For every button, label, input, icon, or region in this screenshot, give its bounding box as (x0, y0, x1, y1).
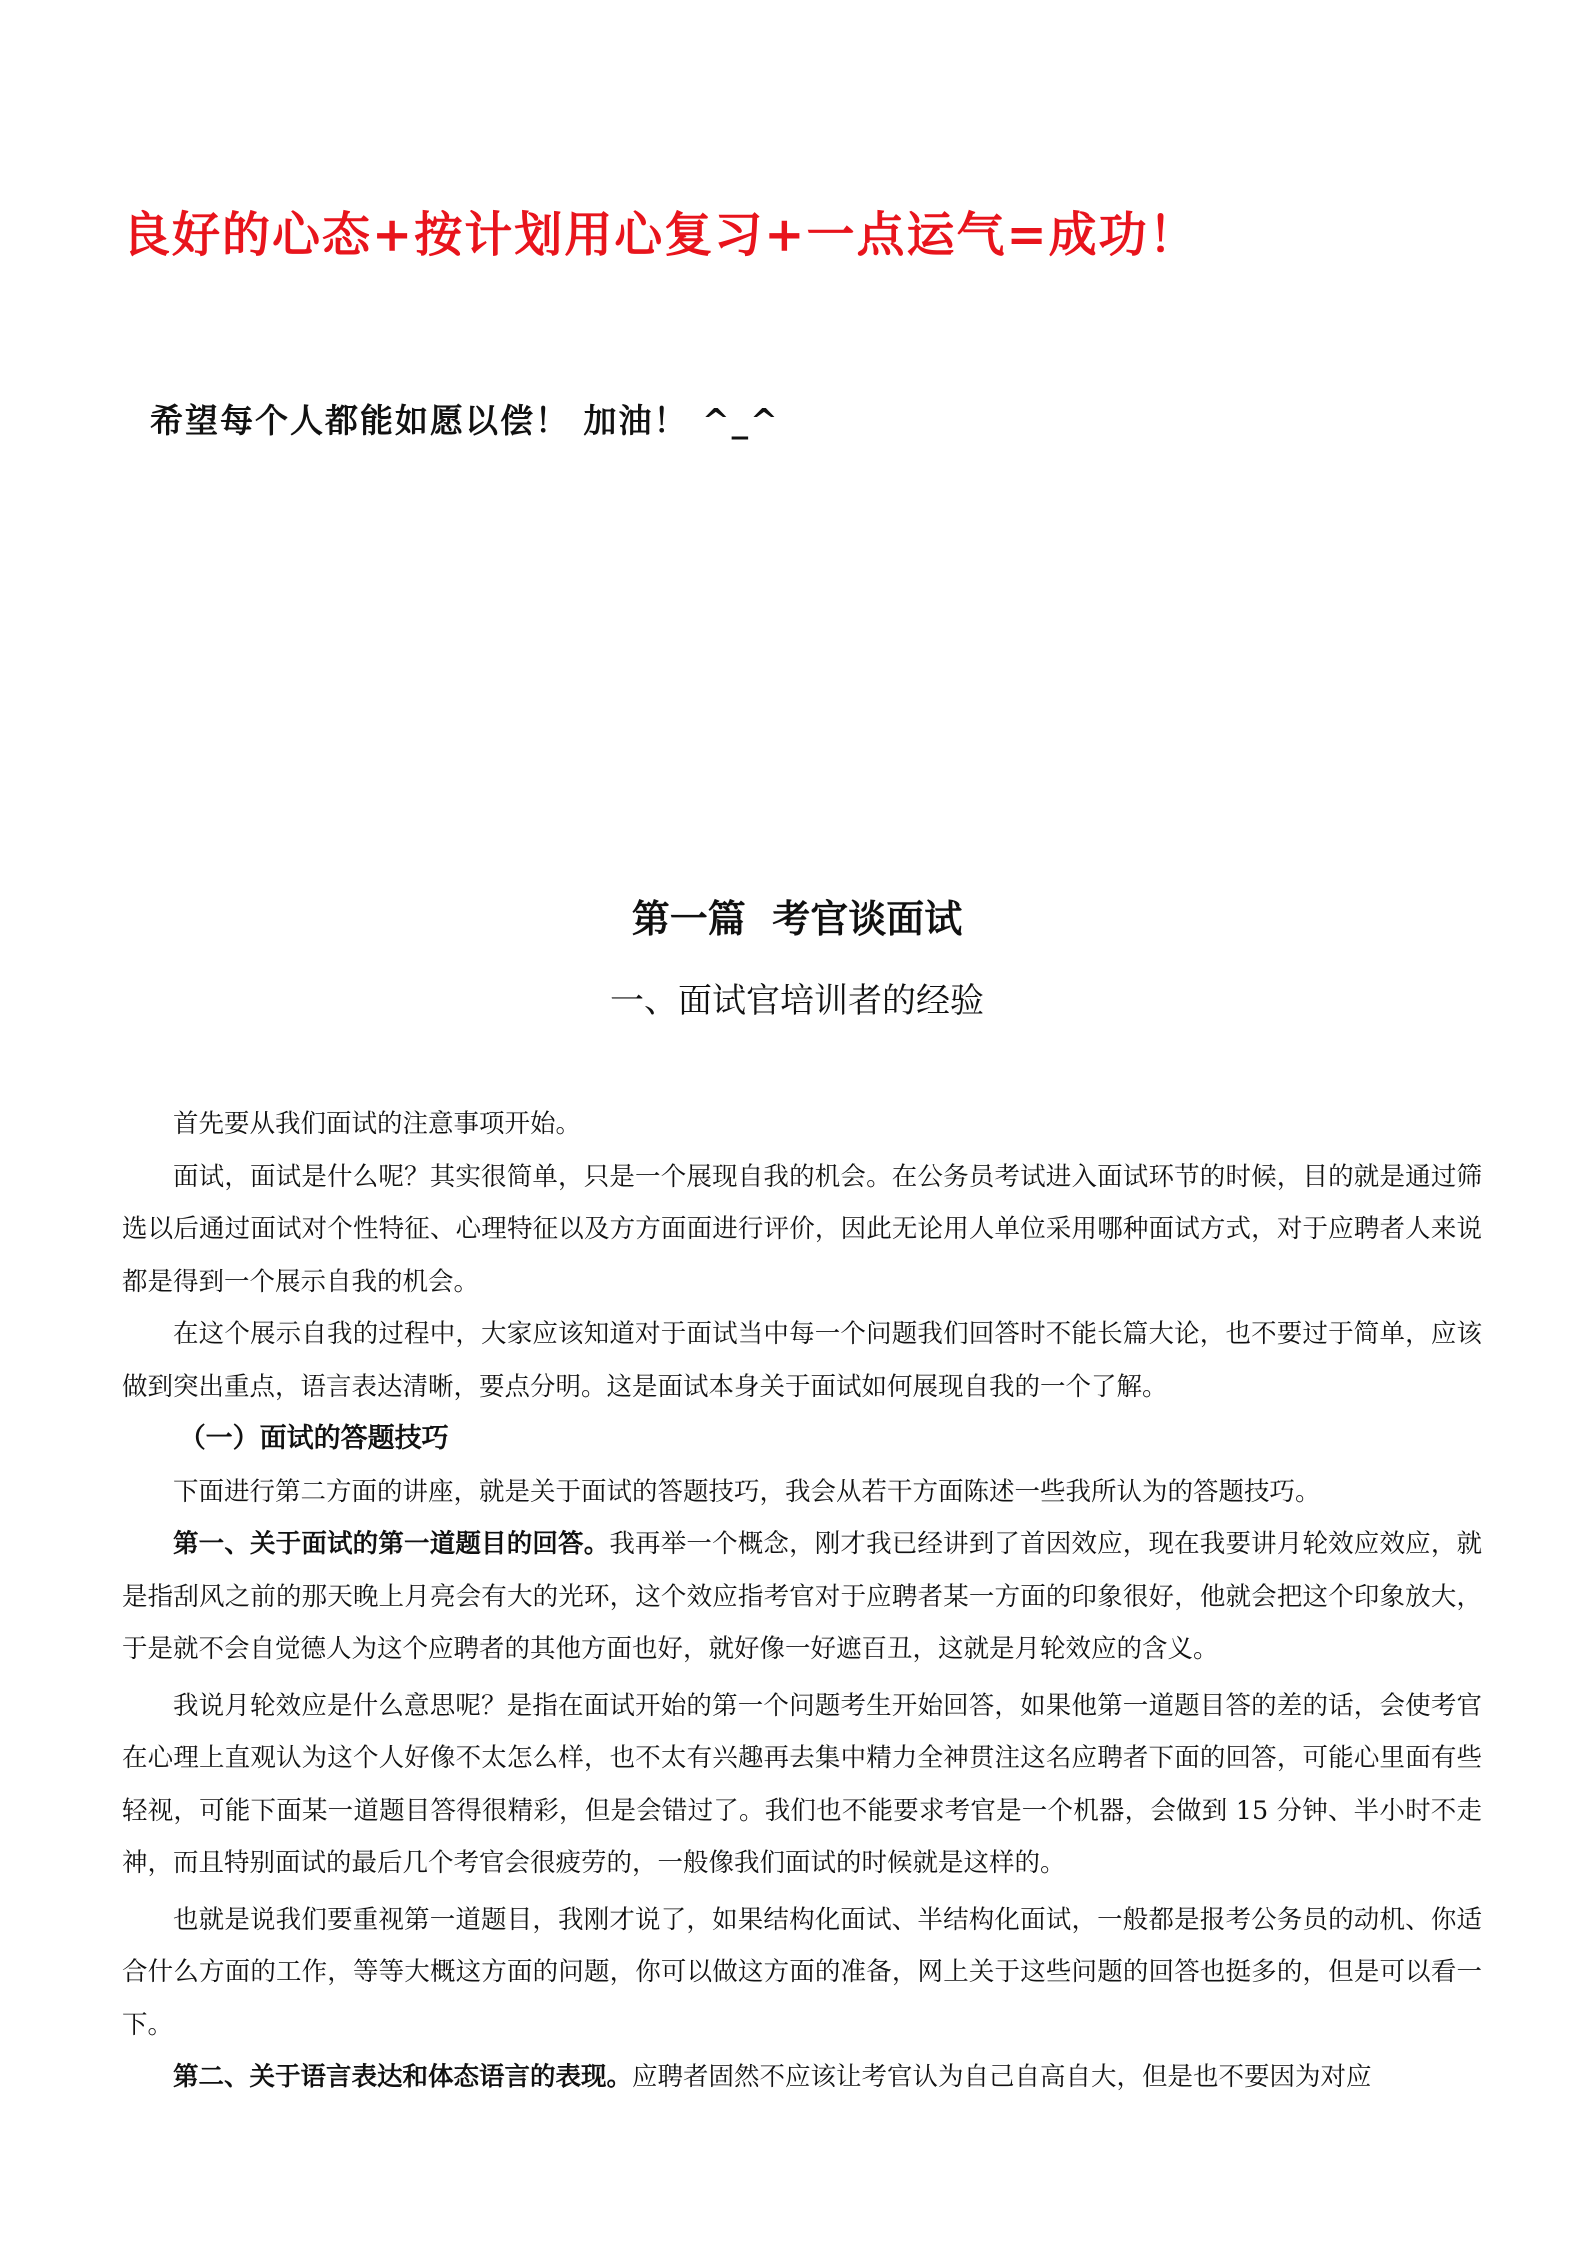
section-subheading: （一）面试的答题技巧 (178, 1423, 449, 1454)
paragraph (122, 1518, 1482, 1676)
paragraph: 首先要从我们面试的注意事项开始。 (173, 1109, 582, 1139)
chapter-title: 一、面试官培训者的经验 (610, 981, 984, 1021)
body-text (122, 1098, 1482, 2104)
paragraph-body: 我再举一个概念，刚才我已经讲到了首因效应，现在我要讲月轮效应效应，就是指刮风之前的那天晚上月亮会有大的光环，这个效应指考官对于应聘者某一方面的印象很好，他就会把这个印象放大，于是就不会自觉德人为这个应聘者的其他方面也好，就好像一好遮百丑，这就是月轮效应的含义。 (122, 1529, 1482, 1664)
paragraph-body: 应聘者固然不应该让考官认为自己自高自大，但是也不要因为对应 (632, 2062, 1372, 2092)
paragraph-lead: 第二、关于语言表达和体态语言的表现。 (173, 2062, 633, 2092)
paragraph (122, 2051, 1482, 2104)
paragraph: 我说月轮效应是什么意思呢？是指在面试开始的第一个问题考生开始回答，如果他第一道题目答的差的话，会使考官在心理上直观认为这个人好像不太怎么样，也不太有兴趣再去集中精力全神贯注这名应聘者下面的回答，可能心里面有些轻视，可能下面某一道题目答得很精彩，但是会错过了。我们也不能要求考官是一个机器，会做到 15 分钟、半小时不走神，而且特别面试的最后几个考官会很疲劳的，一般像我们面试的时候就是这样的。 (122, 1690, 1482, 1878)
paragraph-lead: 第一、关于面试的第一道题目的回答。 (173, 1529, 610, 1559)
paragraph: 下面进行第二方面的讲座，就是关于面试的答题技巧，我会从若干方面陈述一些我所认为的答题技巧。 (173, 1476, 1321, 1507)
motto-heading: 良好的心态+按计划用心复习+一点运气=成功！ (122, 207, 1199, 263)
paragraph: 面试，面试是什么呢？其实很简单，只是一个展现自我的机会。在公务员考试进入面试环节的时候，目的就是通过筛选以后通过面试对个性特征、心理特征以及方方面面进行评价，因此无论用人单位采用哪种面试方式，对于应聘者人来说都是得到一个展示自我的机会。 (122, 1161, 1482, 1297)
paragraph: 也就是说我们要重视第一道题目，我刚才说了，如果结构化面试、半结构化面试，一般都是报考公务员的动机、你适合什么方面的工作，等等大概这方面的问题，你可以做这方面的准备，网上关于这些问题的回答也挺多的，但是可以看一下。 (122, 1904, 1482, 2040)
paragraph: 在这个展示自我的过程中，大家应该知道对于面试当中每一个问题我们回答时不能长篇大论，也不要过于简单，应该做到突出重点，语言表达清晰，要点分明。这是面试本身关于面试如何展现自我的一个了解。 (122, 1319, 1482, 1402)
part-title: 第一篇 考官谈面试 (631, 897, 963, 941)
wish-line: 希望每个人都能如愿以偿！ 加油！ ^_^ (150, 401, 780, 440)
